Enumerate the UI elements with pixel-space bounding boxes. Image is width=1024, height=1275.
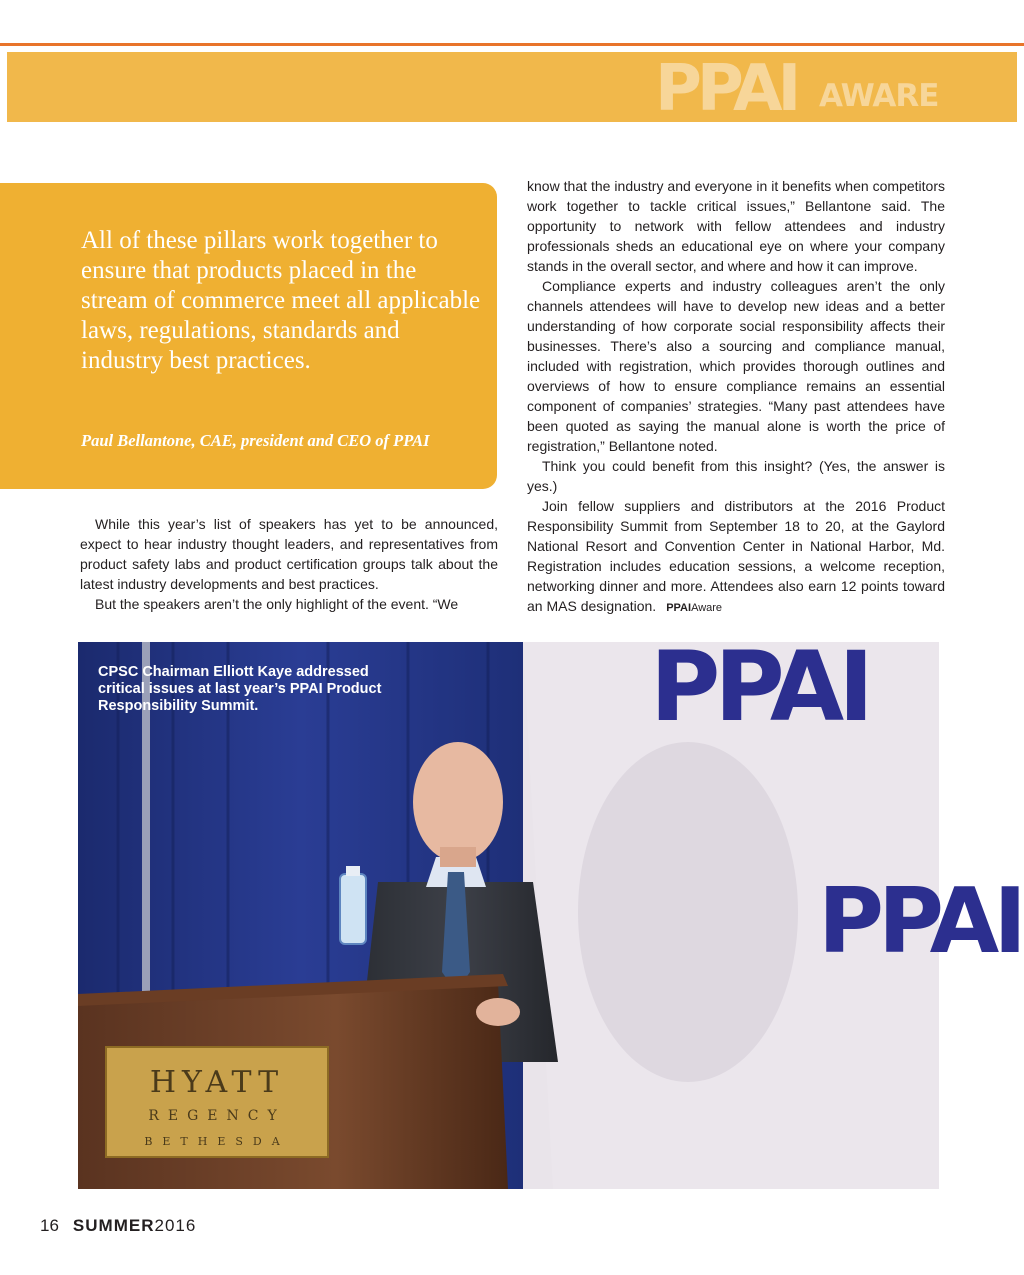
page-number: 16 [40,1216,59,1235]
article-paragraph-text: Join fellow suppliers and distributors at the 2016 Product Responsibility Summit from September 18 to 20, at the Gaylord National Resort and Convention Center in National Harbor, Md. Registration includes education sessions, a welcome reception, networking dinner and more. Attendees also earn 12 points toward an MAS designation. [527,498,945,614]
speaker-head [413,742,503,862]
article-paragraph: know that the industry and everyone in it benefits when competitors work together to tackle critical issues,” Bellantone said. The opportunity to network with fellow attendees and industry professionals sheds an educational eye on where your company stands in the overall sector, and where and how it can improve. [527,178,945,274]
page-footer [40,1216,196,1236]
pull-quote-box [0,183,497,489]
photo-caption: CPSC Chairman Elliott Kaye addressed critical issues at last year’s PPAI Product Responsibility Summit. [98,664,382,714]
article-paragraph: Think you could benefit from this insight? (Yes, the answer is yes.) [527,458,945,494]
speaker-neck [440,847,476,867]
end-mark [666,602,722,614]
section-banner [7,52,1017,126]
article-column-right [527,176,945,618]
ppai-logo: PPAI [655,52,797,126]
article-photo [78,631,1021,1189]
speaker-photo-illustration [78,631,1021,1189]
issue-season: SUMMER [72,1216,155,1235]
bottle-cap [346,866,360,876]
article-column-left [80,514,498,614]
article-paragraph: Compliance experts and industry colleagues aren’t the only channels attendees will have to develop new ideas and a better understanding of how corporate social responsibility affects their businesses. There’s also a sourcing and compliance manual, included with registration, which provides thorough outlines and overviews of how to ensure compliance remains an essential component of companies’ strategies. “Many past attendees have been quoted as saying the manual alone is worth the price of registration,” Bellantone noted. [527,278,945,454]
pull-quote-attribution: Paul Bellantone, CAE, president and CEO of PPAI [81,431,430,450]
end-mark-bold: PPAI [666,602,692,614]
speaker-hand [476,998,520,1026]
speaker-shadow [578,742,798,1082]
article-paragraph: While this year’s list of speakers has yet to be announced, expect to hear industry thought leaders, and representatives from product safety labs and product certification groups talk about the latest industry developments and best practices. [80,516,498,592]
backdrop-logo-right: PPAI [818,869,1021,974]
podium-sign-hyatt: HYATT [149,1065,285,1100]
podium-sign-regency: REGENCY [148,1108,286,1124]
top-rule [0,43,1024,46]
backdrop-logo-top: PPAI [650,631,868,743]
article-paragraph: But the speakers aren’t the only highlight of the event. “We [95,596,459,612]
article-paragraph-last [527,496,945,618]
pull-quote-text: All of these pillars work together to ensure that products placed in the stream of commerce meet all applicable laws, regulations, standards and industry best practices. [81,227,481,374]
water-bottle [340,874,366,944]
issue-year: 2016 [154,1216,197,1235]
issue-label [73,1216,196,1235]
aware-logo: AWARE [819,78,939,114]
podium-sign-bethesda: BETHESDA [144,1135,290,1148]
end-mark-light: Aware [691,602,723,614]
